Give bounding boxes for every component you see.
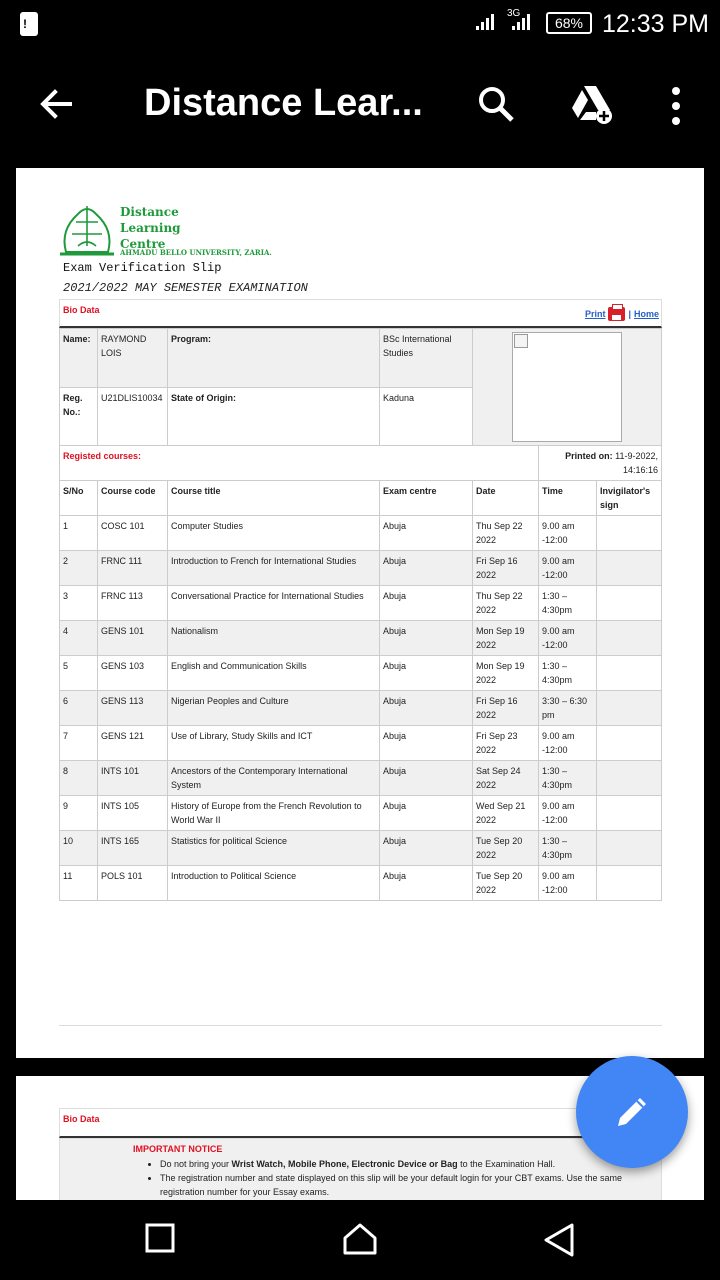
home-link[interactable]: Home [633,309,659,319]
notice-1-post: to the Examination Hall. [457,1159,556,1169]
cell-course-code: GENS 103 [98,656,168,691]
cell-time: 9.00 am -12:00 [539,621,597,656]
printed-on-value: 11-9-2022, 14:16:16 [615,451,658,475]
bio-data-label: Bio Data [63,305,100,315]
table-row [60,586,662,621]
cell-course-code: GENS 121 [98,726,168,761]
photo-cell [473,329,662,446]
table-row [60,551,662,586]
printed-on [539,446,662,481]
notice-1-bold: Wrist Watch, Mobile Phone, Electronic Device or Bag [231,1159,458,1169]
cell-date: Tue Sep 20 2022 [473,831,539,866]
cell-sign [597,796,662,831]
table-row [60,831,662,866]
cell-time: 1:30 – 4:30pm [539,831,597,866]
status-bar [0,0,720,48]
signal-icon-2 [512,14,530,30]
separator: | [628,309,631,319]
cell-exam-centre: Abuja [380,796,473,831]
cell-date: Mon Sep 19 2022 [473,656,539,691]
cell-time: 9.00 am -12:00 [539,551,597,586]
table-row [60,796,662,831]
cell-date: Thu Sep 22 2022 [473,516,539,551]
cell-exam-centre: Abuja [380,586,473,621]
program-value: BSc International Studies [380,329,473,388]
course-rows [60,516,662,901]
cell-exam-centre: Abuja [380,761,473,796]
cell-exam-centre: Abuja [380,551,473,586]
printed-on-label: Printed on: [565,451,613,461]
page2-bio-label: Bio Data [63,1114,100,1124]
university-name: AHMADU BELLO UNIVERSITY, ZARIA. [120,248,272,257]
cell-sno: 7 [60,726,98,761]
print-link[interactable]: Print [584,309,606,319]
cell-sno: 8 [60,761,98,796]
cell-sign [597,726,662,761]
divider [59,1025,662,1026]
cell-course-code: GENS 101 [98,621,168,656]
back-arrow-icon[interactable] [38,86,74,122]
cell-course-title: Use of Library, Study Skills and ICT [168,726,380,761]
cell-exam-centre: Abuja [380,516,473,551]
cell-exam-centre: Abuja [380,866,473,901]
logo-line-2: Learning [120,221,181,235]
col-title: Course title [168,481,380,516]
col-date: Date [473,481,539,516]
reg-number: U21DLIS10034 [98,387,168,446]
logo-line-3: Centre [120,237,166,251]
registered-courses-label: Registed courses: [60,446,539,481]
cell-time: 9.00 am -12:00 [539,866,597,901]
notice-list [160,1157,650,1199]
table-row [60,726,662,761]
cell-sign [597,516,662,551]
home-icon[interactable] [342,1222,378,1256]
table-row [60,656,662,691]
cell-sno: 10 [60,831,98,866]
cell-course-code: INTS 165 [98,831,168,866]
cell-sign [597,586,662,621]
cell-time: 1:30 – 4:30pm [539,586,597,621]
cell-exam-centre: Abuja [380,621,473,656]
cell-sign [597,621,662,656]
cell-date: Fri Sep 23 2022 [473,726,539,761]
navigation-bar [0,1200,720,1280]
battery-indicator: 68% [546,12,592,34]
page2-bio-header [59,1108,662,1138]
cell-sno: 6 [60,691,98,726]
dlc-logo [58,202,278,258]
cell-sign [597,866,662,901]
col-code: Course code [98,481,168,516]
notice-1-pre: Do not bring your [160,1159,232,1169]
cell-course-code: INTS 105 [98,796,168,831]
cell-exam-centre: Abuja [380,831,473,866]
col-centre: Exam centre [380,481,473,516]
notice-item-1 [160,1157,650,1171]
slip-subtitle: 2021/2022 MAY SEMESTER EXAMINATION [63,281,308,295]
cell-course-code: FRNC 113 [98,586,168,621]
search-icon[interactable] [476,84,516,124]
cell-date: Fri Sep 16 2022 [473,551,539,586]
cell-sign [597,691,662,726]
cell-sno: 2 [60,551,98,586]
state-label: State of Origin: [168,387,380,446]
student-photo [512,332,622,442]
warning-icon: ! [20,12,38,36]
cell-course-title: Nationalism [168,621,380,656]
important-notice [59,1138,662,1200]
cell-course-title: Computer Studies [168,516,380,551]
program-label: Program: [168,329,380,388]
bio-data-table [59,328,662,446]
print-links [585,307,659,321]
courses-table [59,445,662,901]
cell-course-title: Ancestors of the Contemporary International System [168,761,380,796]
cell-sno: 9 [60,796,98,831]
name-label: Name: [60,329,98,388]
cell-sign [597,831,662,866]
cell-exam-centre: Abuja [380,691,473,726]
network-type: 3G [507,8,521,19]
table-row [60,621,662,656]
cell-course-title: History of Europe from the French Revolution to World War II [168,796,380,831]
cell-sign [597,551,662,586]
recents-icon[interactable] [144,1222,176,1254]
cell-course-code: INTS 101 [98,761,168,796]
cell-course-title: Nigerian Peoples and Culture [168,691,380,726]
table-header-row [60,481,662,516]
printer-icon[interactable] [608,307,625,321]
col-sno: S/No [60,481,98,516]
table-row [60,691,662,726]
cell-time: 9.00 am -12:00 [539,516,597,551]
state-value: Kaduna [380,387,473,446]
logo-line-1: Distance [120,205,179,219]
cell-date: Thu Sep 22 2022 [473,586,539,621]
cell-date: Tue Sep 20 2022 [473,866,539,901]
cell-course-title: English and Communication Skills [168,656,380,691]
cell-course-title: Introduction to Political Science [168,866,380,901]
cell-sno: 4 [60,621,98,656]
edit-fab-button[interactable] [576,1056,688,1168]
notice-item-2: • The registration number and state displayed on this slip will be your default login for your CBT exams. Use the same registration number for your Essay exams. [160,1171,650,1199]
back-icon[interactable] [542,1222,576,1258]
more-options-icon[interactable] [668,86,684,126]
student-name: RAYMOND LOIS [98,329,168,388]
cell-time: 1:30 – 4:30pm [539,656,597,691]
table-row [60,516,662,551]
cell-time: 3:30 – 6:30 pm [539,691,597,726]
cell-time: 9.00 am -12:00 [539,796,597,831]
col-sign: Invigilator's sign [597,481,662,516]
document-title: Distance Lear... [144,82,423,124]
cell-time: 1:30 – 4:30pm [539,761,597,796]
cell-sno: 1 [60,516,98,551]
cell-date: Fri Sep 16 2022 [473,691,539,726]
cell-course-code: COSC 101 [98,516,168,551]
add-to-drive-icon[interactable] [568,84,614,124]
cell-sno: 5 [60,656,98,691]
university-emblem-icon [58,202,116,258]
cell-course-code: FRNC 111 [98,551,168,586]
cell-course-title: Statistics for political Science [168,831,380,866]
cell-sno: 3 [60,586,98,621]
cell-sno: 11 [60,866,98,901]
cell-time: 9.00 am -12:00 [539,726,597,761]
cell-course-title: Conversational Practice for International Studies [168,586,380,621]
cell-date: Sat Sep 24 2022 [473,761,539,796]
cell-exam-centre: Abuja [380,726,473,761]
bio-data-header [59,299,662,328]
logo-text [120,204,181,252]
pencil-icon [612,1092,652,1132]
reg-label: Reg. No.: [60,387,98,446]
cell-course-code: GENS 113 [98,691,168,726]
cell-date: Wed Sep 21 2022 [473,796,539,831]
app-bar [0,48,720,166]
table-row [60,761,662,796]
signal-icon [476,14,494,30]
notice-title: IMPORTANT NOTICE [133,1144,223,1154]
cell-exam-centre: Abuja [380,656,473,691]
col-time: Time [539,481,597,516]
cell-course-title: Introduction to French for International Studies [168,551,380,586]
cell-sign [597,656,662,691]
table-row [60,866,662,901]
document-page-1[interactable] [16,168,704,1058]
clock: 12:33 PM [602,10,710,38]
cell-sign [597,761,662,796]
cell-date: Mon Sep 19 2022 [473,621,539,656]
slip-title: Exam Verification Slip [63,261,222,275]
cell-course-code: POLS 101 [98,866,168,901]
